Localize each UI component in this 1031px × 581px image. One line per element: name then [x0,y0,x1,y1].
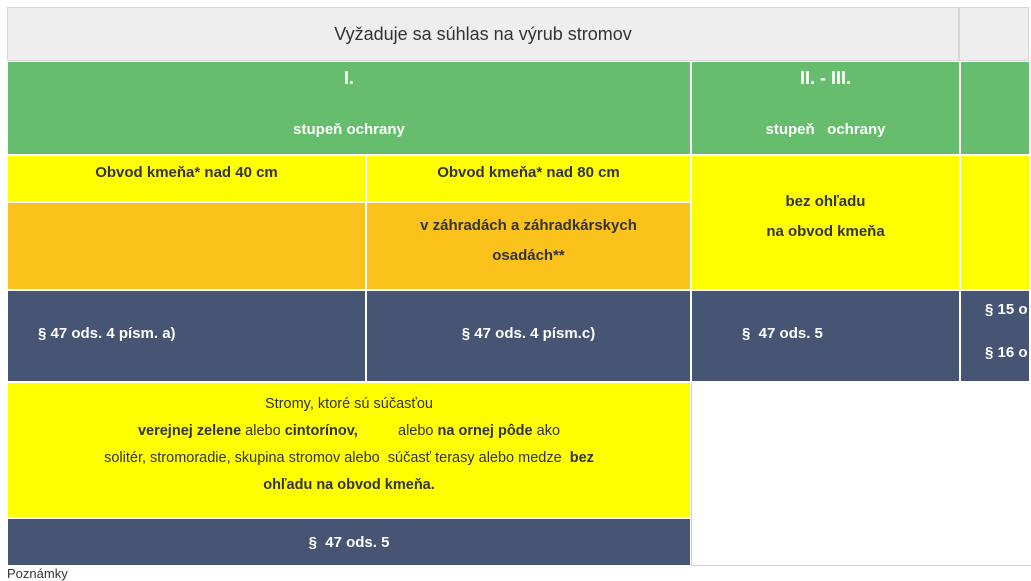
degree-second-roman: II. - III. [799,68,851,88]
paragraph-cell-3 [691,290,960,382]
regardless-line1: bez ohľadu [785,192,866,210]
paragraph-ref-2: § 47 ods. 4 písm.c) [461,324,596,342]
table-bottom-border-line [691,565,1031,566]
paragraph-cell-4 [960,290,1030,382]
circ-40-cell [7,155,366,202]
paragraph-cell-1 [7,290,366,382]
degree-second-cell [691,61,960,155]
trees-note-line4: ohľadu na obvod kmeňa. [263,477,435,493]
degree-first-label: stupeň ochrany [293,121,405,138]
regardless-line2: na obvod kmeňa [766,222,885,240]
table-header-cell-right [959,7,1029,61]
footer-partial-text: Poznámky [7,566,68,581]
regardless-cell-right [960,155,1030,290]
degree-third-cell [960,61,1030,155]
circ-80-label: Obvod kmeňa* nad 80 cm [437,164,620,181]
paragraph-ref-5: § 16 o [985,344,1028,361]
gardens-line2: osadách** [492,247,565,264]
table-title: Vyžaduje sa súhlas na výrub stromov [334,23,632,44]
trees-note-cell [7,382,691,518]
gardens-line1: v záhradách a záhradkárskych [420,217,637,234]
degree-first-cell [7,61,691,155]
table-right-border-line [691,382,692,566]
trees-note-line3: solitér, stromoradie, skupina stromov alebo súčasť terasy alebo medze bez [104,450,594,466]
table-header-cell [7,7,959,61]
paragraph-cell-6 [7,518,691,566]
degree-second-label: stupeň ochrany [765,121,886,138]
paragraph-ref-4: § 15 o [985,301,1028,318]
trees-note-line1: Stromy, ktoré sú súčasťou [265,396,433,412]
gardens-cell [366,202,691,290]
paragraph-ref-3: § 47 ods. 5 [742,324,823,342]
trees-note-line2: verejnej zelene alebo cintorínov, alebo na ornej pôde ako [137,423,561,439]
circ-80-cell [366,155,691,202]
paragraph-cell-2 [366,290,691,382]
regardless-cell [691,155,960,290]
degree-first-roman: I. [343,68,354,88]
paragraph-ref-6: § 47 ods. 5 [308,533,390,551]
empty-orange-cell [7,202,366,290]
paragraph-ref-1: § 47 ods. 4 písm. a) [38,324,176,342]
circ-40-label: Obvod kmeňa* nad 40 cm [95,164,278,181]
